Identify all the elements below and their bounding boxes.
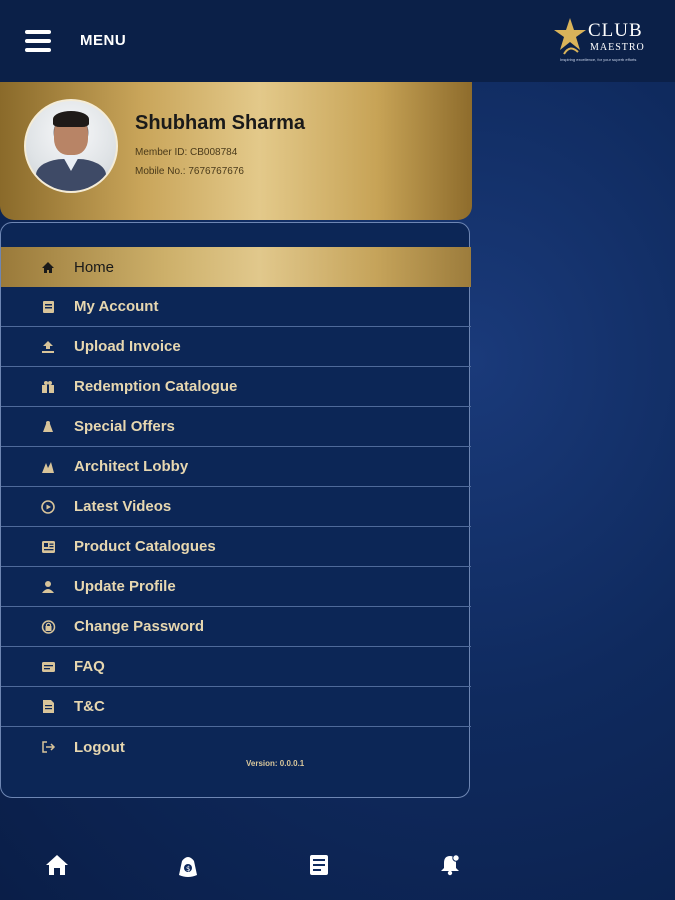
menu-item-label: Product Catalogues [74,538,216,555]
menu-item-label: Redemption Catalogue [74,378,238,395]
menu-item-special-offers[interactable] [1,407,471,447]
menu-item-label: Architect Lobby [74,458,189,475]
upload-icon [39,338,57,356]
menu-item-home[interactable] [1,247,471,287]
menu-item-label: Update Profile [74,578,176,595]
account-icon [39,298,57,316]
menu-item-label: Change Password [74,618,205,635]
menu-item-label: T&C [74,698,105,715]
menu-item-label: FAQ [74,658,105,675]
avatar [24,99,118,193]
document-icon [39,698,57,716]
menu-item-latest-videos[interactable] [1,487,471,527]
menu-item-update-profile[interactable] [1,567,471,607]
menu-item-label: Special Offers [74,418,175,435]
architect-icon [39,458,57,476]
menu-item-label: Home [74,258,115,276]
bottom-rewards-bag-icon[interactable] [171,848,205,882]
home-icon [39,258,57,276]
bottom-navigation-bar [0,826,675,900]
menu-item-label: Logout [74,738,125,756]
menu-list [0,222,470,798]
navigation-drawer [0,82,472,800]
svg-text:$: $ [186,865,191,873]
mobile-number: Mobile No.: 7676767676 [135,166,244,177]
lock-icon [39,618,57,636]
catalogue-icon [39,538,57,556]
menu-item-product-catalogues[interactable] [1,527,471,567]
profile-icon [39,578,57,596]
gift-icon [39,378,57,396]
bottom-notification-bell-icon[interactable] [433,848,467,882]
top-app-bar [0,0,675,82]
profile-name: Shubham Sharma [135,112,306,134]
logout-icon [39,738,57,756]
hamburger-menu-icon[interactable] [16,20,60,62]
bottom-document-icon[interactable] [302,848,336,882]
club-maestro-logo [554,16,650,68]
menu-item-my-account[interactable] [1,287,471,327]
logo-maestro-text: MAESTRO [590,42,645,53]
menu-item-label: Upload Invoice [74,338,181,355]
menu-item-label: My Account [74,298,159,315]
profile-card [0,82,472,220]
logo-tagline: Inspiring excellence, for your superb efforts [560,57,637,62]
menu-item-terms[interactable] [1,687,471,727]
menu-item-architect-lobby[interactable] [1,447,471,487]
member-id: Member ID: CB008784 [135,147,238,158]
menu-item-change-password[interactable] [1,607,471,647]
app-version: Version: 0.0.0.1 [246,759,305,768]
logo-club-text: CLUB [588,20,643,41]
play-icon [39,498,57,516]
menu-item-redemption-catalogue[interactable] [1,367,471,407]
offers-icon [39,418,57,436]
menu-item-logout[interactable] [1,727,471,767]
menu-item-upload-invoice[interactable] [1,327,471,367]
bottom-home-icon[interactable] [40,848,74,882]
star-logo-icon [554,16,586,56]
menu-item-label: Latest Videos [74,498,172,515]
menu-title: MENU [80,32,127,49]
menu-item-faq[interactable] [1,647,471,687]
faq-icon [39,658,57,676]
